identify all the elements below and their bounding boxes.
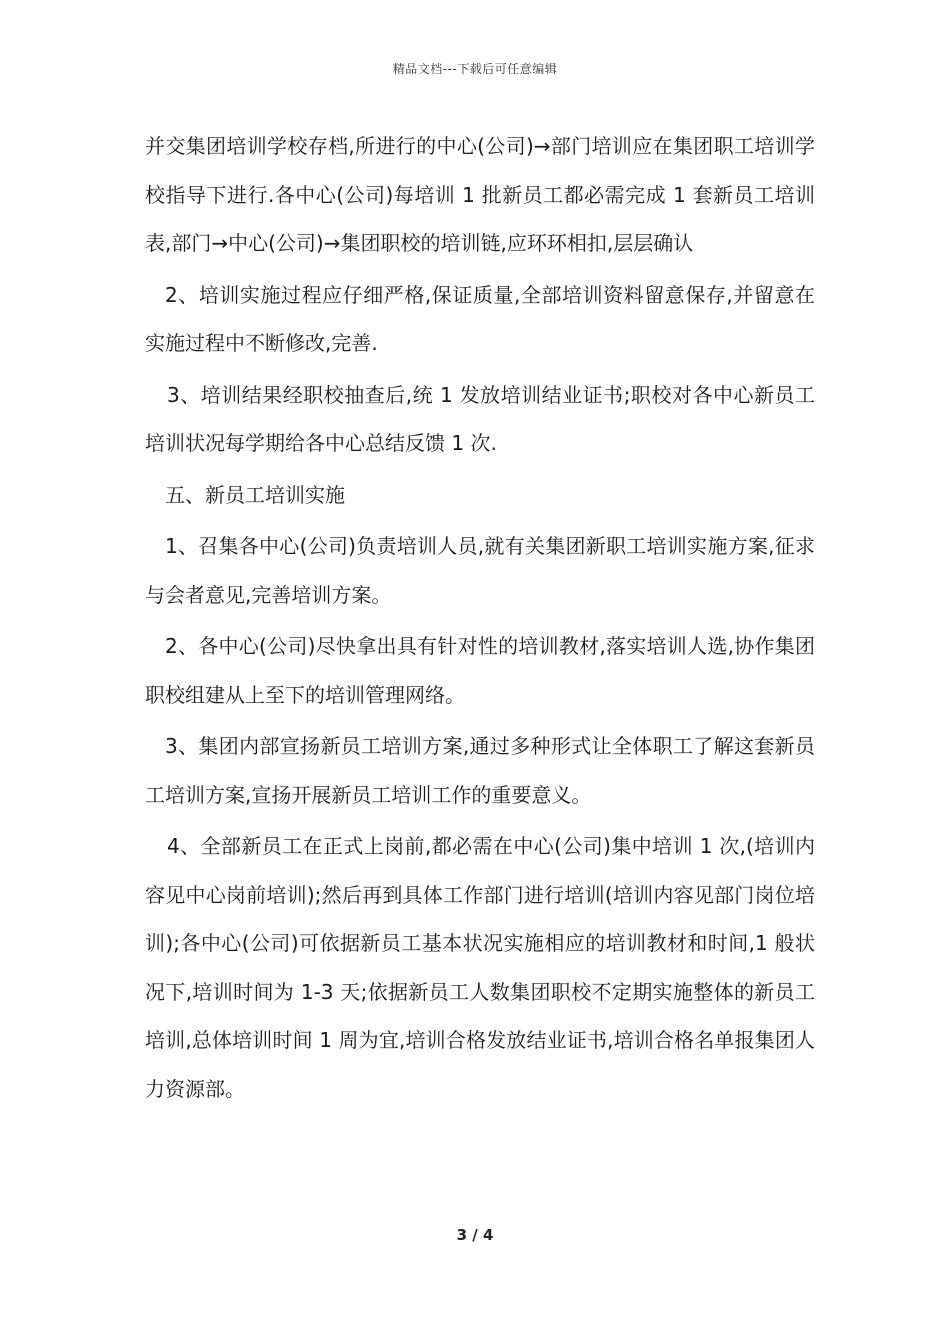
paragraph-item-3: 3、培训结果经职校抽查后,统 1 发放培训结业证书;职校对各中心新员工培训状况每学期给各中心总结反馈 1 次. xyxy=(145,382,815,455)
document-body xyxy=(145,122,815,1116)
paragraph-item-2: 2、培训实施过程应仔细严格,保证质量,全部培训资料留意保存,并留意在实施过程中不断修改,完善. xyxy=(145,282,815,355)
page-header: 精品文档---下载后可任意编辑 xyxy=(392,62,558,76)
paragraph-item-3b: 3、集团内部宣扬新员工培训方案,通过多种形式让全体职工了解这套新员工培训方案,宣扬开展新员工培训工作的重要意义。 xyxy=(145,734,815,807)
page-number: 3 / 4 xyxy=(456,1226,494,1244)
paragraph-item-4: 4、全部新员工在正式上岗前,都必需在中心(公司)集中培训 1 次,(培训内容见中心岗前培训);然后再到具体工作部门进行培训(培训内容见部门岗位培训);各中心(公司)可依据新员工基本状况实施相应的培训教材和时间,1 般状况下,培训时间为 1-3 天;依据新员工人数集团职校不定期实施整体的新员工培训,总体培训时间 1 周为宜,培训合格发放结业证书,培训合格名单报集团人力资源部。 xyxy=(145,834,815,1101)
section-heading: 五、新员工培训实施 xyxy=(165,482,345,507)
paragraph-item-2b: 2、各中心(公司)尽快拿出具有针对性的培训教材,落实培训人选,协作集团职校组建从上至下的培训管理网络。 xyxy=(145,634,815,707)
paragraph-continuation: 并交集团培训学校存档,所进行的中心(公司)→部门培训应在集团职工培训学校指导下进行.各中心(公司)每培训 1 批新员工都必需完成 1 套新员工培训表,部门→中心(公司)→集团职校的培训链,应环环相扣,层层确认 xyxy=(145,134,815,255)
paragraph-item-1: 1、召集各中心(公司)负责培训人员,就有关集团新职工培训实施方案,征求与会者意见,完善培训方案。 xyxy=(145,534,815,607)
